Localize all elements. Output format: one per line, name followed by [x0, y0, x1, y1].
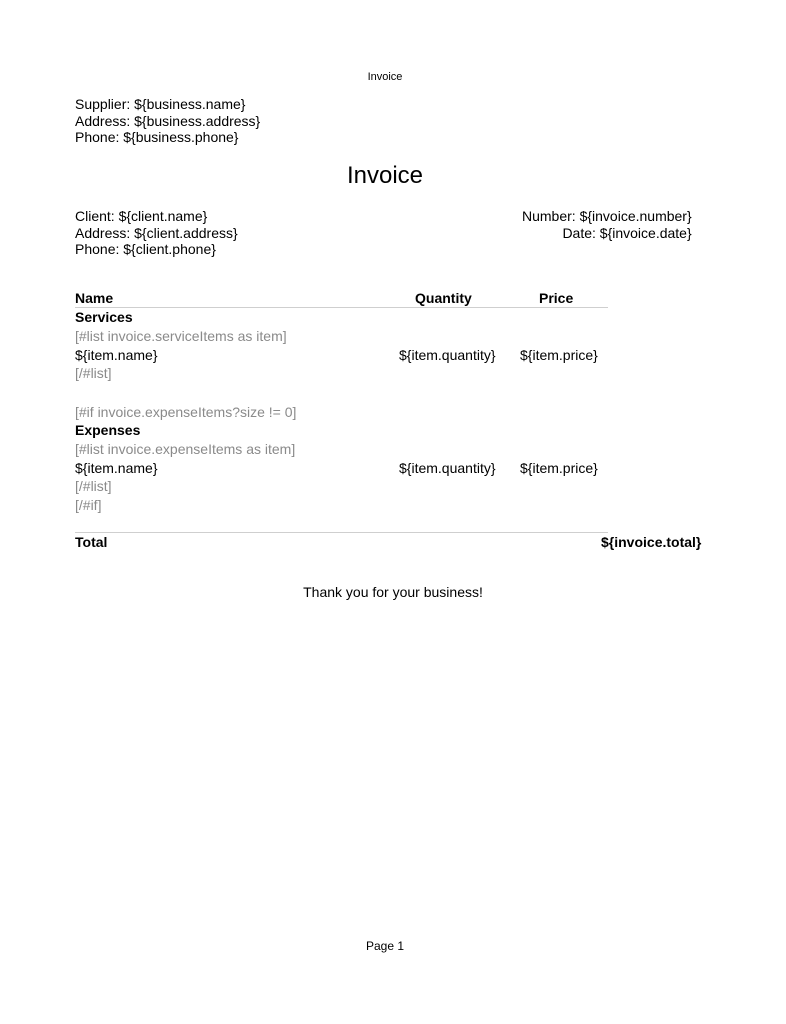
invoice-meta-block: [400, 208, 692, 248]
services-list-close: [/#list]: [75, 365, 112, 381]
expense-item-quantity: ${item.quantity}: [399, 460, 496, 476]
service-item-price: ${item.price}: [520, 347, 598, 363]
client-block: [75, 208, 238, 258]
invoice-number: Number: ${invoice.number}: [522, 208, 692, 224]
invoice-date: Date: ${invoice.date}: [562, 224, 692, 241]
column-header-name: Name: [75, 290, 114, 306]
supplier-address: Address: ${business.address}: [75, 112, 261, 129]
total-rule: [75, 532, 608, 533]
page-header-title: Invoice: [367, 71, 403, 83]
client-name: Client: ${client.name}: [75, 208, 208, 224]
column-header-price: Price: [539, 290, 574, 306]
supplier-phone: Phone: ${business.phone}: [75, 129, 239, 145]
expense-item-price: ${item.price}: [520, 460, 598, 476]
page-footer: Page 1: [365, 939, 405, 953]
services-list-open: [#list invoice.serviceItems as item]: [75, 328, 287, 344]
total-value: ${invoice.total}: [601, 534, 702, 550]
services-heading: Services: [75, 309, 133, 325]
service-item-quantity: ${item.quantity}: [399, 347, 496, 363]
document-title: Invoice: [346, 162, 424, 189]
total-label: Total: [75, 534, 108, 550]
expenses-list-open: [#list invoice.expenseItems as item]: [75, 441, 296, 457]
expenses-list-close: [/#list]: [75, 478, 112, 494]
supplier-block: [75, 96, 260, 146]
client-phone: Phone: ${client.phone}: [75, 241, 216, 257]
expenses-if-close: [/#if]: [75, 497, 102, 513]
expense-item-name: ${item.name}: [75, 460, 158, 476]
expenses-if-open: [#if invoice.expenseItems?size != 0]: [75, 404, 297, 420]
client-address: Address: ${client.address}: [75, 224, 238, 241]
service-item-name: ${item.name}: [75, 347, 158, 363]
column-header-quantity: Quantity: [415, 290, 472, 306]
thank-you-message: Thank you for your business!: [303, 584, 483, 600]
supplier-name: Supplier: ${business.name}: [75, 96, 246, 112]
header-rule: [75, 307, 608, 308]
total-value-cell: [540, 534, 702, 554]
expenses-heading: Expenses: [75, 422, 141, 438]
